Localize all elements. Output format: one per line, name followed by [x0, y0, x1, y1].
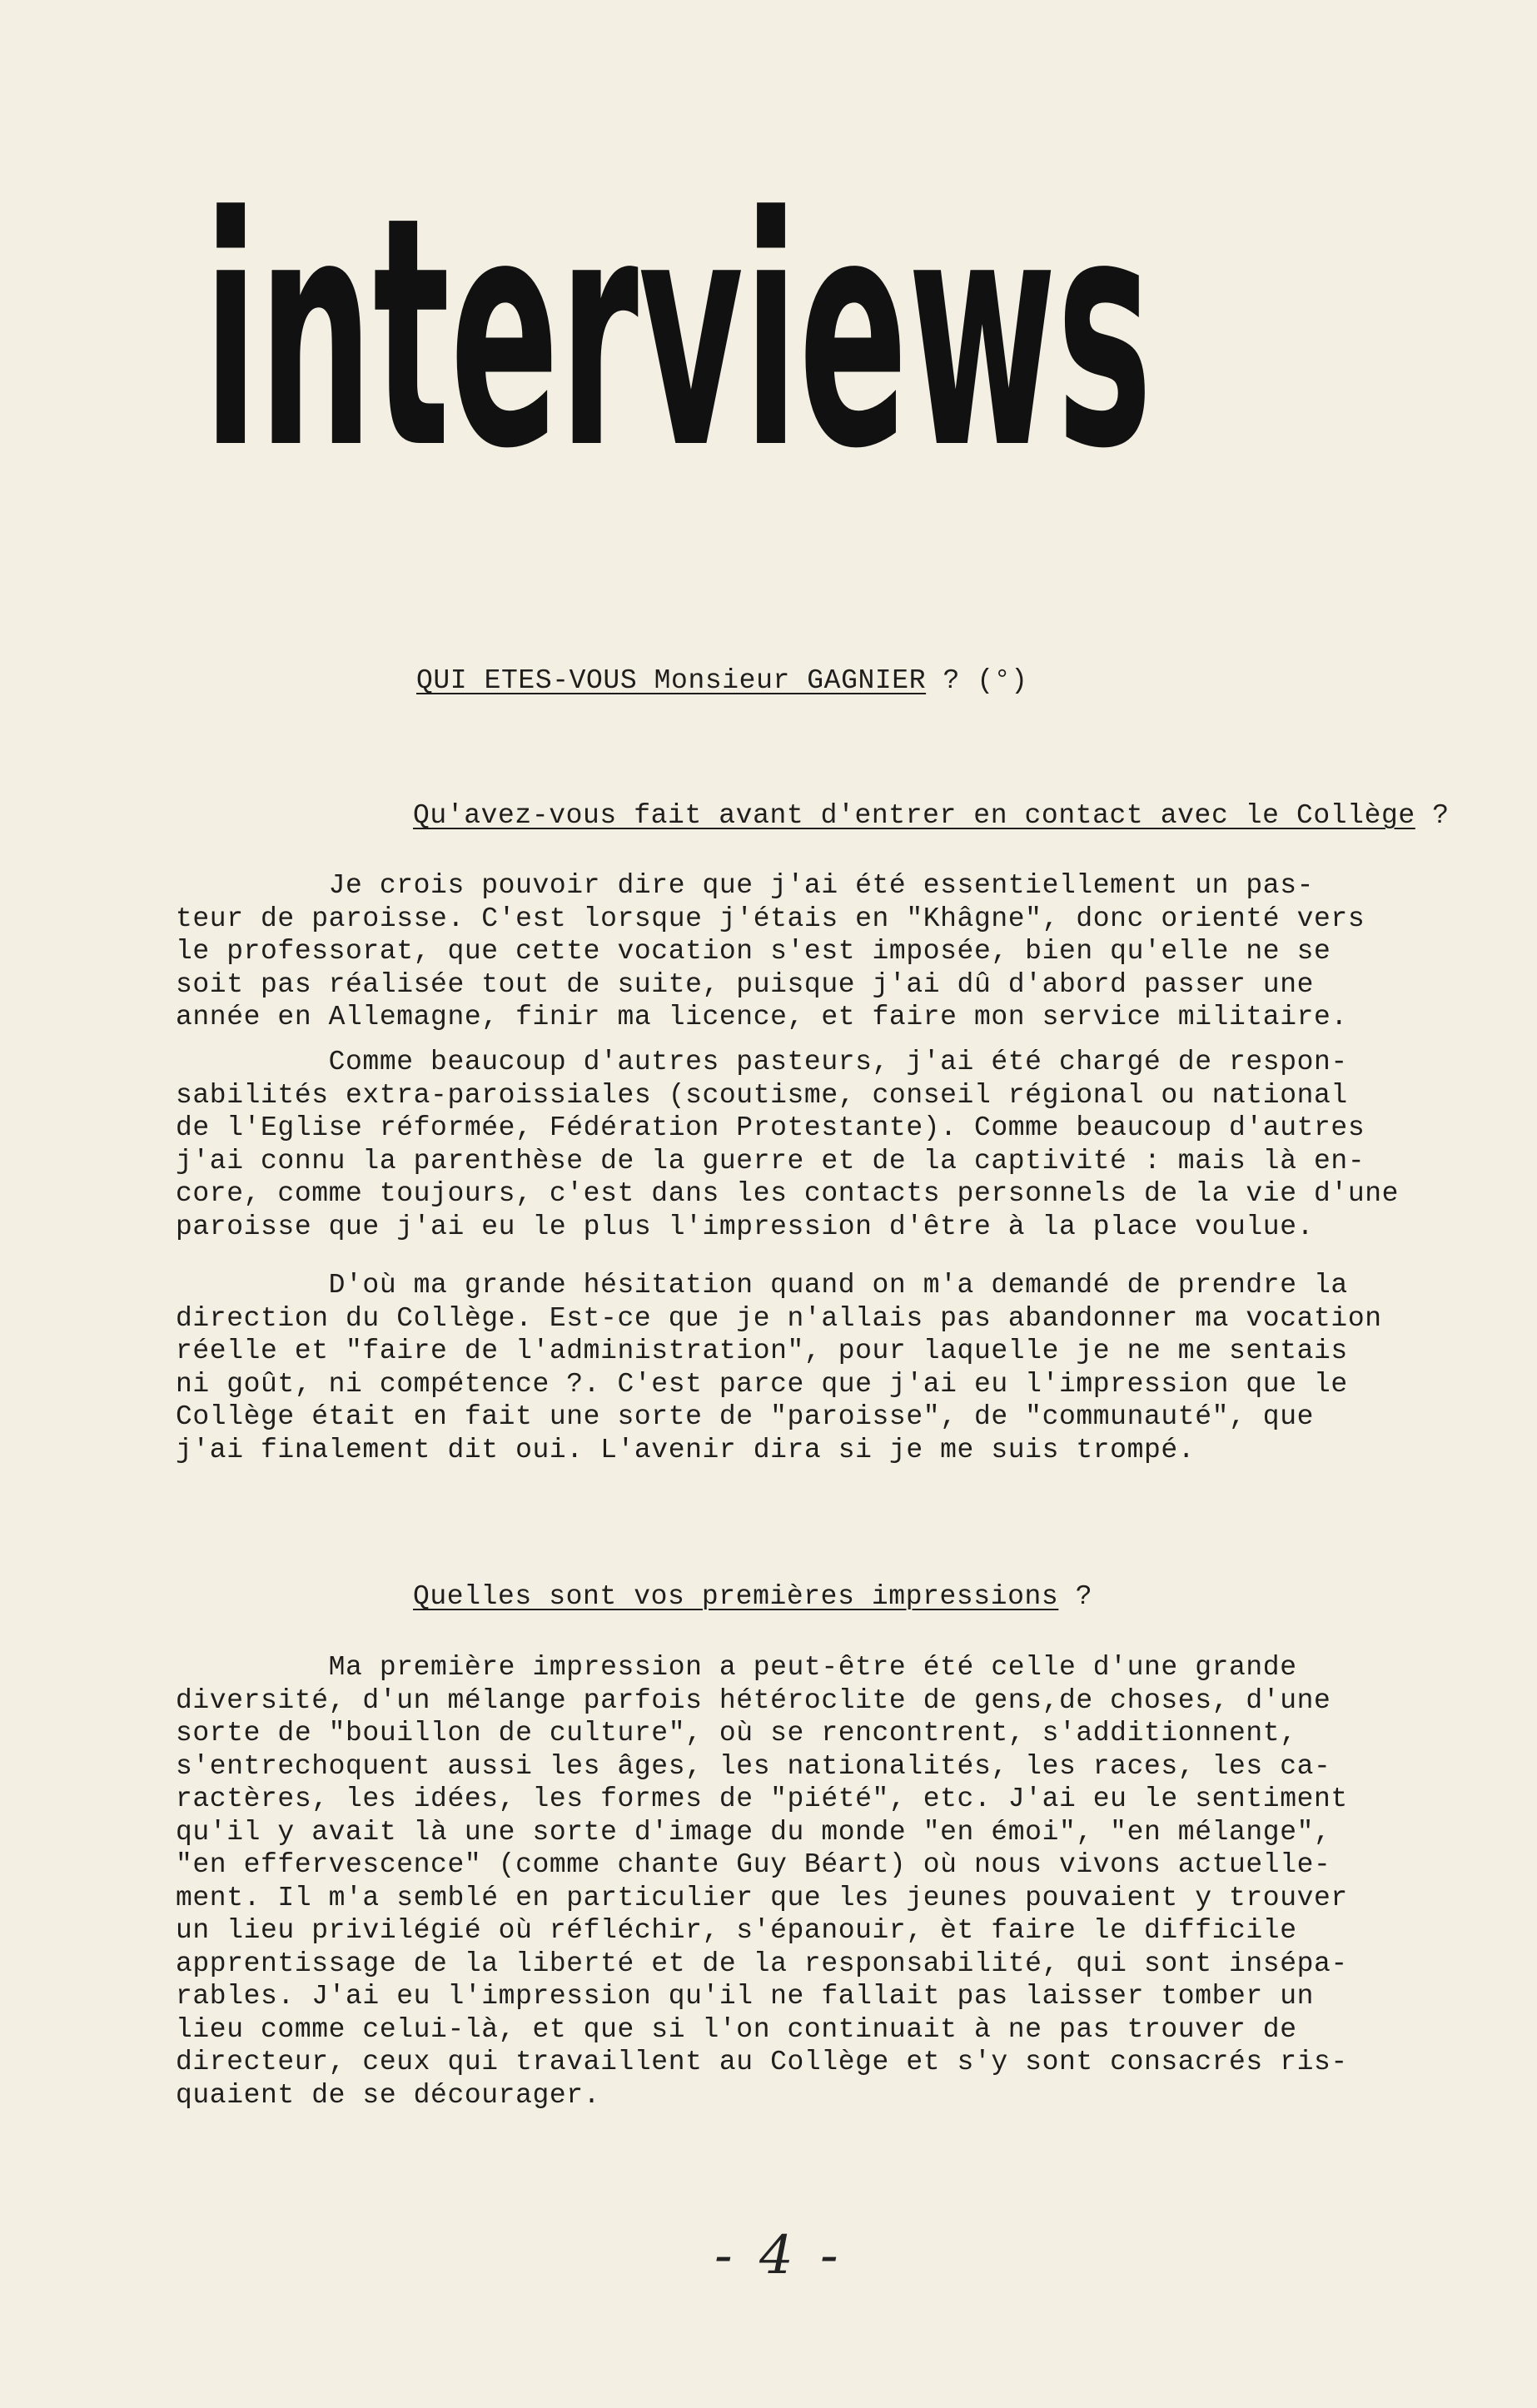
text-line: de l'Eglise réformée, Fédération Protestante). Comme beaucoup d'autres	[176, 1112, 1365, 1143]
text-line: directeur, ceux qui travaillent au Collège et s'y sont consacrés ris-	[176, 2047, 1348, 2077]
answer-1-paragraph-1	[176, 869, 1508, 1034]
text-line: année en Allemagne, finir ma licence, et faire mon service militaire.	[176, 1002, 1348, 1032]
text-line: teur de paroisse. C'est lorsque j'étais en "Khâgne", donc orienté vers	[176, 903, 1365, 934]
interviews-title	[203, 193, 1161, 476]
text-line: sorte de "bouillon de culture", où se rencontrent, s'additionnent,	[176, 1718, 1297, 1749]
question-2-text: Quelles sont vos premières impressions	[413, 1581, 1059, 1612]
text-line: s'entrechoquent aussi les âges, les nationalités, les races, les ca-	[176, 1750, 1331, 1782]
text-line: réelle et "faire de l'administration", pour laquelle je ne me sentais	[176, 1336, 1348, 1366]
text-line: sabilités extra-paroissiales (scoutisme, conseil régional ou national	[176, 1079, 1348, 1111]
text-line: Je crois pouvoir dire que j'ai été essentiellement un pas-	[176, 870, 1315, 901]
text-line: qu'il y avait là une sorte d'image du monde "en émoi", "en mélange",	[176, 1816, 1331, 1848]
text-line: le professorat, que cette vocation s'est imposée, bien qu'elle ne se	[176, 936, 1331, 967]
text-line: ment. Il m'a semblé en particulier que les jeunes pouvaient y trouver	[176, 1882, 1348, 1913]
interviews-title-text: interviews	[203, 193, 1152, 476]
text-line: un lieu privilégié où réfléchir, s'épanouir, èt faire le difficile	[176, 1915, 1297, 1946]
text-line: core, comme toujours, c'est dans les contacts personnels de la vie d'une	[176, 1178, 1400, 1209]
text-line: apprentissage de la liberté et de la responsabilité, qui sont insépa-	[176, 1948, 1348, 1979]
text-line: paroisse que j'ai eu le plus l'impression d'être à la place voulue.	[176, 1211, 1315, 1242]
interviews-title-graphic	[203, 193, 1161, 476]
question-2-suffix: ?	[1058, 1581, 1093, 1612]
question-1-text: Qu'avez-vous fait avant d'entrer en contact avec le Collège	[413, 800, 1415, 831]
text-line: Ma première impression a peut-être été celle d'une grande	[176, 1652, 1297, 1683]
text-line: j'ai connu la parenthèse de la guerre et de la captivité : mais là en-	[176, 1145, 1365, 1177]
page-number: - 4 -	[714, 2225, 843, 2286]
text-line: Comme beaucoup d'autres pasteurs, j'ai été chargé de respon-	[176, 1047, 1348, 1077]
question-1	[413, 799, 1450, 833]
article-heading-suffix: ? (°)	[926, 665, 1028, 696]
article-heading	[416, 664, 1028, 698]
text-line: Collège était en fait une sorte de "paroisse", de "communauté", que	[176, 1401, 1315, 1432]
question-1-suffix: ?	[1415, 800, 1450, 831]
question-2	[413, 1580, 1092, 1614]
text-line: j'ai finalement dit oui. L'avenir dira si je me suis trompé.	[176, 1434, 1196, 1465]
text-line: direction du Collège. Est-ce que je n'allais pas abandonner ma vocation	[176, 1302, 1382, 1334]
answer-1-paragraph-3	[176, 1269, 1508, 1466]
text-line: quaient de se décourager.	[176, 2079, 601, 2111]
text-line: ractères, les idées, les formes de "piété", etc. J'ai eu le sentiment	[176, 1784, 1348, 1814]
text-line: diversité, d'un mélange parfois hétéroclite de gens,de choses, d'une	[176, 1684, 1331, 1716]
text-line: rables. J'ai eu l'impression qu'il ne fallait pas laisser tomber un	[176, 1981, 1315, 2012]
text-line: D'où ma grande hésitation quand on m'a demandé de prendre la	[176, 1270, 1348, 1301]
text-line: ni goût, ni compétence ?. C'est parce que j'ai eu l'impression que le	[176, 1368, 1348, 1400]
answer-2-paragraph-1	[176, 1651, 1508, 2112]
answer-1-paragraph-2	[176, 1046, 1508, 1243]
text-line: lieu comme celui-là, et que si l'on continuait à ne pas trouver de	[176, 2013, 1297, 2045]
article-heading-text: QUI ETES-VOUS Monsieur GAGNIER	[416, 665, 927, 696]
text-line: "en effervescence" (comme chante Guy Béart) où nous vivons actuelle-	[176, 1849, 1331, 1880]
text-line: soit pas réalisée tout de suite, puisque j'ai dû d'abord passer une	[176, 968, 1315, 1000]
